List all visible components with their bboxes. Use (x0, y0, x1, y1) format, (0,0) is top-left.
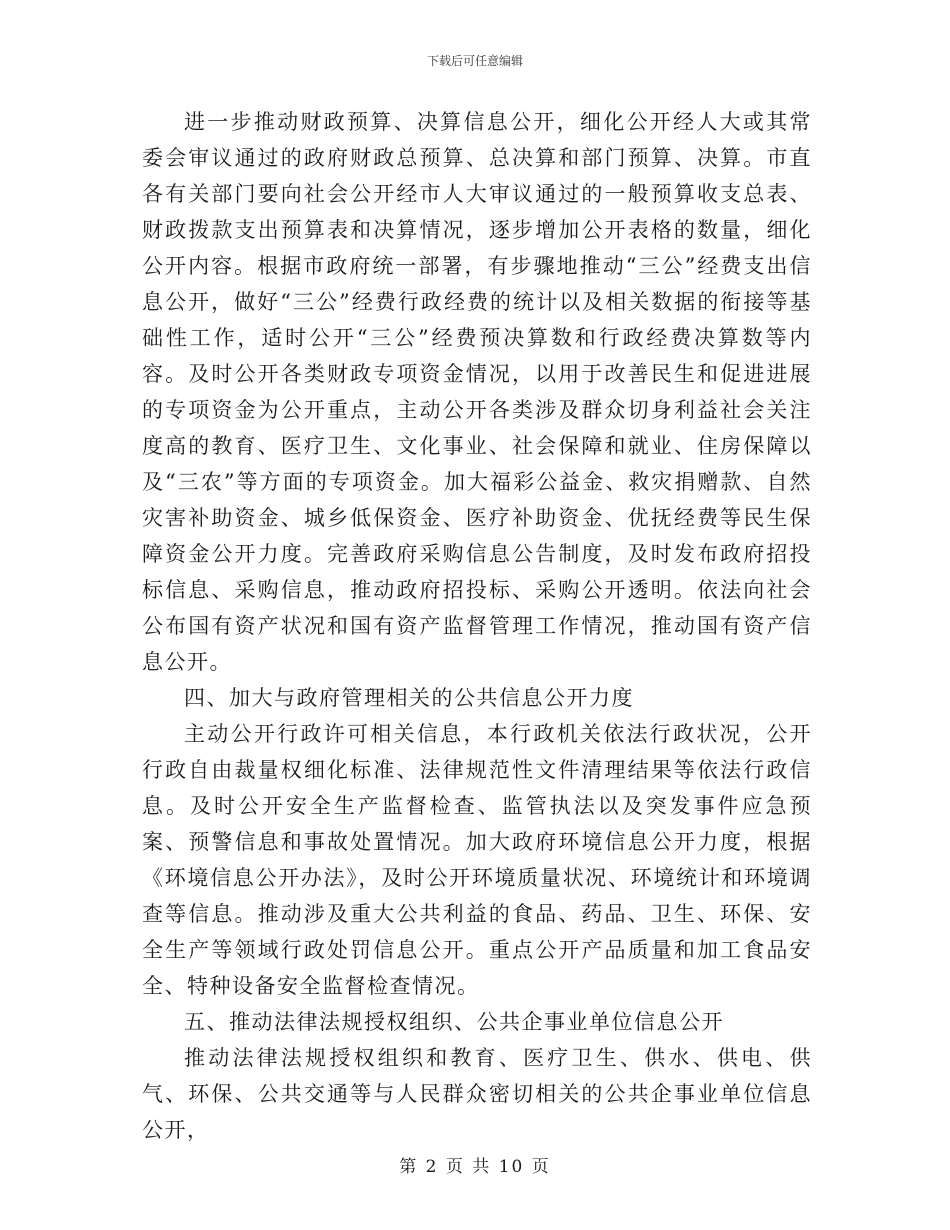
page-number: 第 2 页 共 10 页 (399, 1157, 551, 1177)
paragraph-budget-disclosure: 进一步推动财政预算、决算信息公开，细化公开经人大或其常委会审议通过的政府财政总预算、总决算和部门预算、决算。市直各有关部门要向社会公开经市人大审议通过的一般预算收支总表、财政拨款支出预算表和决算情况，逐步增加公开表格的数量，细化公开内容。根据市政府统一部署，有步骤地推动“三公”经费支出信息公开，做好“三公”经费行政经费的统计以及相关数据的衔接等基础性工作，适时公开“三公”经费预决算数和行政经费决算数等内容。及时公开各类财政专项资金情况，以用于改善民生和促进进展的专项资金为公开重点，主动公开各类涉及群众切身利益社会关注度高的教育、医疗卫生、文化事业、社会保障和就业、住房保障以及“三农”等方面的专项资金。加大福彩公益金、救灾捐赠款、自然灾害补助资金、城乡低保资金、医疗补助资金、优抚经费等民生保障资金公开力度。完善政府采购信息公告制度，及时发布政府招投标信息、采购信息，推动政府招投标、采购公开透明。依法向社会公布国有资产状况和国有资产监督管理工作情况，推动国有资产信息公开。 (142, 110, 812, 674)
document-body (142, 104, 812, 1148)
paragraph-public-info: 主动公开行政许可相关信息，本行政机关依法行政状况，公开行政自由裁量权细化标准、法律规范性文件清理结果等依法行政信息。及时公开安全生产监督检查、监管执法以及突发事件应急预案、预警信息和事故处置情况。加大政府环境信息公开力度，根据《环境信息公开办法》，及时公开环境质量状况、环境统计和环境调查等信息。推动涉及重大公共利益的食品、药品、卫生、环保、安全生产等领域行政处罚信息公开。重点公开产品质量和加工食品安全、特种设备安全监督检查情况。 (142, 722, 812, 998)
page-header: 下载后可任意编辑 (426, 54, 523, 68)
paragraph-public-enterprises: 推动法律法规授权组织和教育、医疗卫生、供水、供电、供气、环保、公共交通等与人民群众密切相关的公共企事业单位信息公开， (142, 1046, 812, 1142)
section-heading-5: 五、推动法律法规授权组织、公共企事业单位信息公开 (184, 1010, 724, 1034)
section-heading-4: 四、加大与政府管理相关的公共信息公开力度 (184, 686, 634, 710)
